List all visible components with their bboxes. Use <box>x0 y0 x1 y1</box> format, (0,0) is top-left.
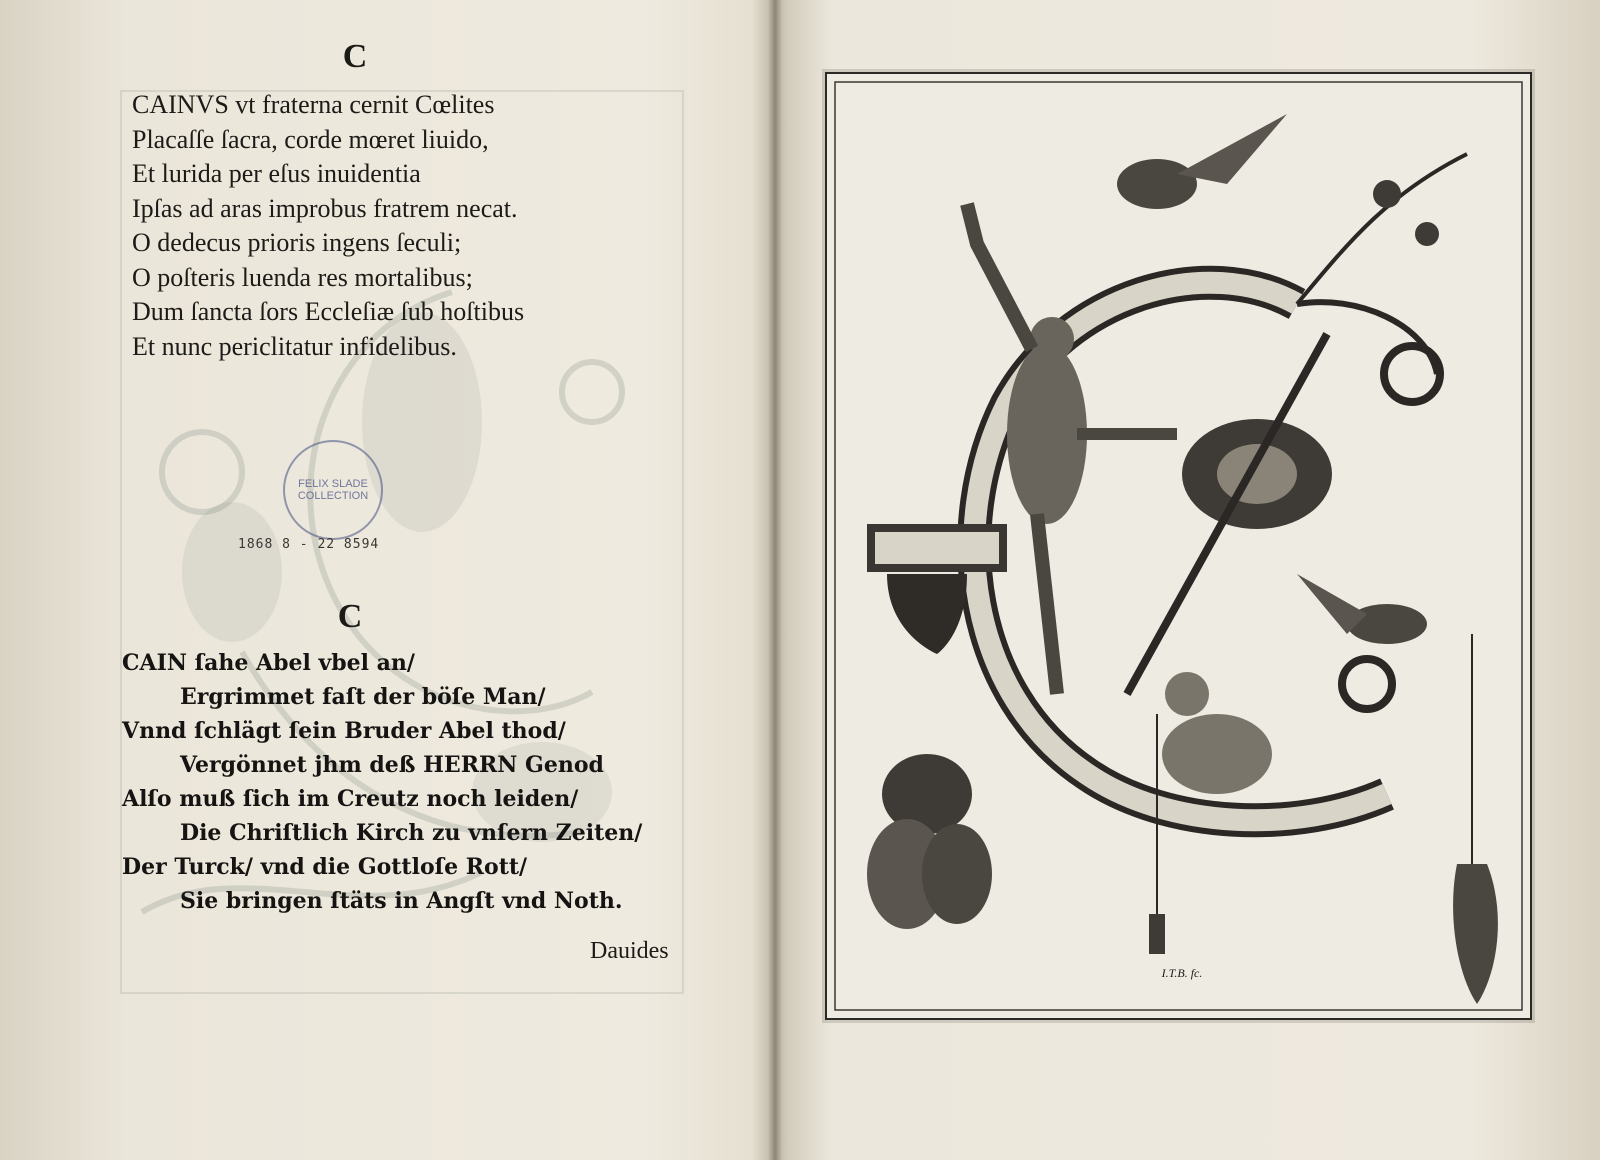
ornamental-letter-c-engraving <box>827 74 1530 1018</box>
german-line: Sie bringen ſtäts in Angſt vnd Noth. <box>180 888 623 914</box>
german-line: Der Turck/ vnd die Gottloſe Rott/ <box>122 854 528 880</box>
latin-line: CAINVS vt fraterna cernit Cœlites <box>132 90 495 119</box>
german-line: Vnnd ſchlägt ſein Bruder Abel thod/ <box>122 718 566 744</box>
latin-line: O dedecus prioris ingens ſeculi; <box>132 228 462 257</box>
latin-line: Ipſas ad aras improbus fratrem necat. <box>132 193 518 223</box>
plate-signature: I.T.B. fc. <box>1161 966 1203 980</box>
german-letter: C <box>337 598 363 635</box>
german-line: Ergrimmet faſt der böſe Man/ <box>180 684 546 710</box>
right-page <box>775 0 1600 1160</box>
register-number: 1868 8 - 22 8594 <box>238 537 380 552</box>
stamp-text: FELIX SLADE COLLECTION <box>297 478 369 502</box>
latin-poem <box>132 88 652 364</box>
latin-line: Et lurida per eſus inuidentia <box>132 159 421 188</box>
latin-line: O poſteris luenda res mortalibus; <box>132 262 473 292</box>
left-page <box>0 0 775 1160</box>
german-poem <box>122 646 682 918</box>
german-line: Vergönnet jhm deß HERRN Genod <box>180 752 604 778</box>
latin-line: Et nunc periclitatur infidelibus. <box>132 331 457 361</box>
latin-line: Placaſſe ſacra, corde mœret liuido, <box>132 124 489 154</box>
engraved-plate <box>825 72 1532 1020</box>
german-line: Alſo muß ſich im Creutz noch leiden/ <box>122 786 579 812</box>
page-letter: C <box>342 38 368 75</box>
catchword: Dauides <box>590 938 669 964</box>
german-line: Die Chriſtlich Kirch zu vnſern Zeiten/ <box>180 820 643 846</box>
german-line: CAIN ſahe Abel vbel an/ <box>122 650 415 676</box>
latin-line: Dum ſancta ſors Eccleſiæ ſub hoſtibus <box>132 297 525 326</box>
collection-stamp <box>283 440 383 540</box>
